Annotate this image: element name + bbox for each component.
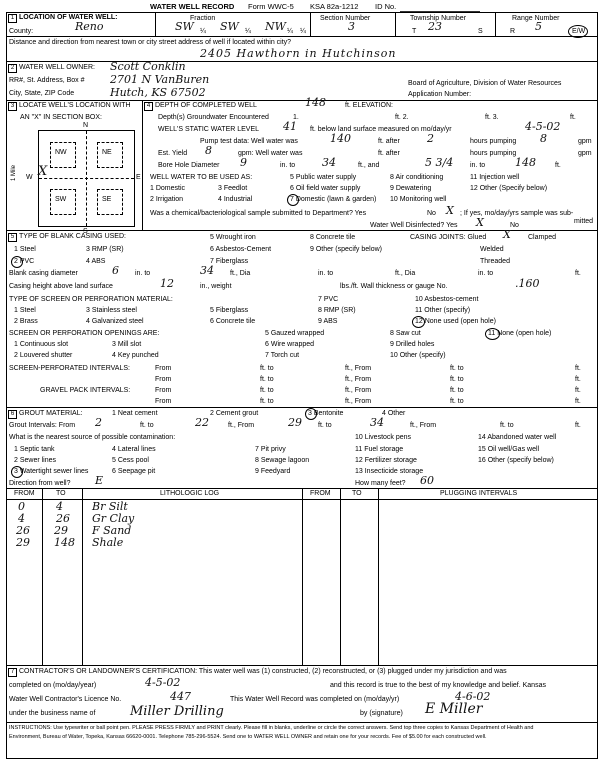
feet-value[interactable]: 60 (420, 474, 434, 487)
clamped-label[interactable]: Clamped (528, 234, 557, 241)
opening-3[interactable]: 3 Mill slot (112, 341, 142, 348)
section-2: 2 WATER WELL OWNER: (8, 64, 95, 73)
instructions-line-1: INSTRUCTIONS: Use typewriter or ball point pen. PLEASE PRESS FIRMLY and PRINT clearly. Please fill in blanks, underline or circle the correct answers. Send top three copies to Kansas Department of Health and (9, 725, 534, 731)
diam-in-to-3: in. to (478, 270, 494, 277)
contam-1[interactable]: 1 Septic tank (14, 446, 55, 453)
groundwater-label: Depth(s) Groundwater Encountered (158, 114, 269, 121)
opening-8[interactable]: 8 Saw cut (390, 330, 421, 337)
gravel-ft-to-3: ft. to (260, 398, 274, 405)
true-text: and this record is true to the best of my knowledge and belief. Kansas (330, 682, 546, 689)
gw-1: 1. (293, 114, 299, 121)
opening-2[interactable]: 2 Louvered shutter (14, 352, 73, 359)
contam-8[interactable]: 8 Sewage lagoon (255, 457, 310, 464)
screen-12-circle (412, 316, 425, 328)
pump-gpm[interactable]: 8 (540, 132, 547, 145)
section-3: 3 LOCATE WELL'S LOCATION WITH (8, 102, 131, 111)
grout-ft-from: ft., From (228, 422, 255, 429)
static-level-label: WELL'S STATIC WATER LEVEL (158, 126, 260, 133)
disinfected-x[interactable]: X (476, 216, 484, 229)
contam-11[interactable]: 11 Fuel storage (355, 446, 404, 453)
grout-2[interactable]: 2 Cement grout (210, 410, 259, 417)
log-desc[interactable]: Br Silt (92, 500, 128, 513)
distance-label: Distance and direction from nearest town or city street address of well if located within city? (9, 39, 292, 46)
gravel-from: From (155, 387, 172, 394)
gpm-label-2: gpm (578, 150, 592, 157)
fraction-1[interactable]: SW (175, 20, 194, 33)
est-yield-label: Est. Yield (158, 150, 188, 157)
diam-ft-dia-2: ft., Dia (395, 270, 416, 277)
range-label: Range Number (512, 15, 560, 22)
screen-2[interactable]: 2 Brass (14, 318, 38, 325)
use-6[interactable]: 6 Oil field water supply (290, 185, 361, 192)
log-header-to: TO (56, 490, 66, 497)
application-label: Application Number: (408, 91, 472, 98)
perf-from-2: From (155, 376, 172, 383)
owner-value[interactable]: Scott Conklin (110, 60, 186, 73)
threaded-label[interactable]: Threaded (480, 258, 510, 265)
address-label: RR#, St. Address, Box # (9, 77, 85, 84)
hours-pumping: hours pumping (470, 138, 517, 145)
use-5[interactable]: 5 Public water supply (290, 174, 357, 181)
opening-7[interactable]: 7 Torch cut (265, 352, 300, 359)
grout-3[interactable]: 3 Bentonite (308, 410, 344, 417)
bore-ft: ft. (555, 162, 561, 169)
contam-3[interactable]: 3 Watertight sewer lines (14, 468, 89, 475)
location-mark[interactable]: X (38, 164, 48, 179)
casing-2-circle (11, 256, 23, 268)
completed-label: completed on (mo/day/year) (9, 682, 97, 689)
log-to[interactable]: 26 (56, 512, 70, 525)
contam-2[interactable]: 2 Sewer lines (14, 457, 57, 464)
screen-3[interactable]: 3 Stainless steel (86, 307, 137, 314)
diam-label: Blank casing diameter (9, 270, 78, 277)
casing-4[interactable]: 4 ABS (86, 258, 106, 265)
est-yield-value[interactable]: 8 (205, 144, 212, 157)
county-value[interactable]: Reno (75, 20, 104, 33)
perf-ft-to-2: ft. to (450, 365, 464, 372)
section-7: 7 CONTRACTOR'S OR LANDOWNER'S CERTIFICATION: This water well was (1) constructed, (2) reconstructed, or (3) plugged under my jurisdiction and was (8, 668, 507, 677)
est-suffix: gpm: Well water was (238, 150, 303, 157)
contam-4[interactable]: 4 Lateral lines (112, 446, 156, 453)
board-label: Board of Agriculture, Division of Water Resources (408, 80, 562, 87)
township-s: S (478, 28, 483, 35)
use-12[interactable]: 12 Other (Specify below) (470, 185, 548, 192)
city-label: City, State, ZIP Code (9, 90, 75, 97)
license-label: Water Well Contractor's Licence No. (9, 696, 122, 703)
screen-label: TYPE OF SCREEN OR PERFORATION MATERIAL: (9, 296, 173, 303)
gauge-label: lbs./ft. Wall thickness or gauge No. (340, 283, 448, 290)
screen-1[interactable]: 1 Steel (14, 307, 36, 314)
ne-label: NE (102, 149, 112, 156)
direction-label: Direction from well? (9, 480, 71, 487)
casing-6[interactable]: 6 Asbestos-Cement (210, 246, 272, 253)
contam-10[interactable]: 10 Livestock pens (355, 434, 412, 441)
hours-pumping-2: hours pumping (470, 150, 517, 157)
ksa-reference: KSA 82a-1212 (310, 2, 359, 11)
contam-14[interactable]: 14 Abandoned water well (478, 434, 557, 441)
opening-5[interactable]: 5 Gauzed wrapped (265, 330, 325, 337)
county-label: County: (9, 28, 34, 35)
gravel-from-2: From (155, 398, 172, 405)
disinfected-no[interactable]: No (510, 222, 519, 229)
quarter-3: ¼ (287, 28, 293, 35)
grout-1[interactable]: 1 Neat cement (112, 410, 158, 417)
log-desc[interactable]: F Sand (92, 524, 132, 537)
address-value[interactable]: 2405 Hawthorn in Hutchinson (200, 47, 397, 60)
screen-6[interactable]: 6 Concrete tile (210, 318, 256, 325)
chem-no[interactable]: No (427, 210, 436, 217)
screen-7[interactable]: 7 PVC (318, 296, 339, 303)
bore-in-to-2: in. to (470, 162, 486, 169)
log-to[interactable]: 29 (54, 524, 68, 537)
gpm-label: gpm (578, 138, 592, 145)
static-date[interactable]: 4-5-02 (525, 120, 561, 133)
pump-label: Pump test data: Well water was (200, 138, 298, 145)
static-level-value[interactable]: 41 (283, 120, 297, 133)
range-ew[interactable]: E/W (572, 28, 586, 35)
contam-9[interactable]: 9 Feedyard (255, 468, 291, 475)
gauge-value[interactable]: .160 (515, 277, 540, 290)
contam-5[interactable]: 5 Cess pool (112, 457, 149, 464)
township-t: T (412, 28, 417, 35)
west-label: W (26, 174, 33, 181)
grout-to[interactable]: 22 (195, 416, 209, 429)
log-header-from: FROM (14, 490, 35, 497)
section-value[interactable]: 3 (348, 20, 355, 33)
perf-ft-2: ft. (575, 376, 581, 383)
east-label: E (136, 174, 141, 181)
screen-10[interactable]: 10 Asbestos-cement (415, 296, 479, 303)
grout-4[interactable]: 4 Other (382, 410, 406, 417)
gw-ft: ft. (570, 114, 576, 121)
depth-value[interactable]: 148 (305, 96, 326, 109)
use-10[interactable]: 10 Monitoring well (390, 196, 447, 203)
elevation-label: ft. ELEVATION: (345, 102, 393, 109)
log-header-plugging: PLUGGING INTERVALS (440, 490, 518, 497)
license-value[interactable]: 447 (170, 690, 191, 703)
chem-label: Was a chemical/bacteriological sample submitted to Department? Yes (150, 210, 367, 217)
use-1[interactable]: 1 Domestic (150, 185, 186, 192)
gravel-ft-from: ft., From (345, 387, 372, 394)
casing-3[interactable]: 3 RMP (SR) (86, 246, 124, 253)
perf-ft-to: ft. to (260, 365, 274, 372)
perf-ft: ft. (575, 365, 581, 372)
section-box[interactable] (38, 130, 135, 227)
contam-16[interactable]: 16 Other (specify below) (478, 457, 554, 464)
section-4: 4 DEPTH OF COMPLETED WELL (144, 102, 257, 111)
gravel-ft: ft. (575, 387, 581, 394)
diam-ft-dia: ft., Dia (230, 270, 251, 277)
log-from[interactable]: 26 (16, 524, 30, 537)
opening-4[interactable]: 4 Key punched (112, 352, 159, 359)
south-label: S (83, 228, 88, 235)
form-title: WATER WELL RECORD (150, 2, 235, 11)
grout-3-circle (305, 408, 317, 420)
contam-15[interactable]: 15 Oil well/Gas well (478, 446, 540, 453)
nw-label: NW (55, 149, 67, 156)
screen-5[interactable]: 5 Fiberglass (210, 307, 249, 314)
height-label: Casing height above land surface (9, 283, 113, 290)
grout-to-2[interactable]: 34 (370, 416, 384, 429)
contam-7[interactable]: 7 Pit privy (255, 446, 286, 453)
grout-ft-from-2: ft., From (410, 422, 437, 429)
use-11[interactable]: 11 Injection well (470, 174, 520, 181)
diam-value[interactable]: 6 (112, 264, 119, 277)
quarter-2: ¼ (245, 28, 251, 35)
gw-2: ft. 2. (395, 114, 409, 121)
bore-ft-and: ft., and (358, 162, 380, 169)
street-value[interactable]: 2701 N VanBuren (110, 73, 210, 86)
gravel-ft-to-4: ft. to (450, 398, 464, 405)
opening-10[interactable]: 10 Other (specify) (390, 352, 446, 359)
bore-value[interactable]: 9 (240, 156, 247, 169)
log-desc[interactable]: Gr Clay (92, 512, 135, 525)
chem-x[interactable]: X (446, 204, 454, 217)
section-6: 6 GROUT MATERIAL: (8, 410, 83, 419)
completed-value[interactable]: 4-5-02 (145, 676, 181, 689)
section-box-label: AN "X" IN SECTION BOX: (20, 114, 102, 121)
sw-label: SW (55, 196, 67, 203)
perf-label: SCREEN-PERFORATED INTERVALS: (9, 365, 130, 372)
business-label: under the business name of (9, 710, 96, 717)
se-label: SE (102, 196, 112, 203)
fraction-2[interactable]: SW (220, 20, 239, 33)
bore-in-to: in. to (280, 162, 296, 169)
screen-8[interactable]: 8 RMP (SR) (318, 307, 356, 314)
casing-8[interactable]: 8 Concrete tile (310, 234, 356, 241)
diam-ft: ft. (575, 270, 581, 277)
screen-11[interactable]: 11 Other (specify) (415, 307, 471, 314)
log-header-lithologic: LITHOLOGIC LOG (160, 490, 220, 497)
pump-hours[interactable]: 2 (427, 132, 434, 145)
quarter-4: ¼ (300, 28, 306, 35)
use-4[interactable]: 4 Industrial (218, 196, 253, 203)
bore-label: Bore Hole Diameter (158, 162, 220, 169)
chem-mitted: mitted (574, 218, 594, 225)
grout-ft: ft. (575, 422, 581, 429)
perf-ft-to-3: ft. to (260, 376, 274, 383)
after-label-2: ft. after (378, 150, 400, 157)
record-label: This Water Well Record was completed on (mo/day/yr) (230, 696, 400, 703)
screen-12[interactable]: 12 None used (open hole) (415, 318, 496, 325)
contam-3-circle (11, 466, 23, 478)
contam-12[interactable]: 12 Fertilizer storage (355, 457, 417, 464)
fraction-3[interactable]: NW (265, 20, 286, 33)
perf-ft-from: ft., From (345, 365, 372, 372)
grout-from[interactable]: 2 (95, 416, 102, 429)
log-header-to-2: TO (352, 490, 362, 497)
feet-label: How many feet? (355, 480, 406, 487)
disinfected-label: Water Well Disinfected? Yes (370, 222, 458, 229)
gravel-ft-from-2: ft., From (345, 398, 372, 405)
height-value[interactable]: 12 (160, 277, 174, 290)
use-8[interactable]: 8 Air conditioning (390, 174, 444, 181)
casing-9[interactable]: 9 Other (specify below) (310, 246, 382, 253)
casing-7[interactable]: 7 Fiberglass (210, 258, 249, 265)
grout-ft-to-2: ft. to (318, 422, 332, 429)
chem-suffix: ; If yes, mo/day/yrs sample was sub- (460, 210, 574, 217)
static-suffix: ft. below land surface measured on mo/day/yr (310, 126, 452, 133)
log-from[interactable]: 29 (16, 536, 30, 549)
gravel-ft-to: ft. to (260, 387, 274, 394)
glued-x[interactable]: X (503, 228, 511, 241)
grout-ft-to: ft. to (140, 422, 154, 429)
weight-label: in., weight (200, 283, 232, 290)
range-value[interactable]: 5 (535, 20, 542, 33)
north-label: N (83, 122, 89, 129)
log-header-from-2: FROM (310, 490, 331, 497)
opening-9[interactable]: 9 Drilled holes (390, 341, 435, 348)
opening-11[interactable]: 11 None (open hole) (488, 330, 552, 337)
quarter-1: ¼ (200, 28, 206, 35)
fraction-label: Fraction (190, 15, 216, 22)
log-from[interactable]: 4 (18, 512, 25, 525)
mile-label: 1 Mile (11, 164, 18, 182)
gravel-label: GRAVEL PACK INTERVALS: (40, 387, 131, 394)
opening-11-circle (485, 328, 500, 340)
bore-value-2[interactable]: 5 3/4 (425, 156, 454, 169)
casing-1[interactable]: 1 Steel (14, 246, 36, 253)
use-3[interactable]: 3 Feedlot (218, 185, 248, 192)
opening-6[interactable]: 6 Wire wrapped (265, 341, 315, 348)
log-from[interactable]: 0 (18, 500, 25, 513)
gravel-ft-2: ft. (575, 398, 581, 405)
after-label: ft. after (378, 138, 400, 145)
business-value[interactable]: Miller Drilling (130, 704, 224, 719)
diam-in-to: in. to (135, 270, 151, 277)
section-1: 1 LOCATION OF WATER WELL: (8, 14, 118, 23)
use-2[interactable]: 2 Irrigation (150, 196, 184, 203)
diam-in-to-2: in. to (318, 270, 334, 277)
township-label: Township Number (410, 15, 467, 22)
pump-ft[interactable]: 140 (330, 132, 351, 145)
log-desc[interactable]: Shale (92, 536, 124, 549)
bore-to-value-2[interactable]: 148 (515, 156, 536, 169)
casing-2[interactable]: 2 PVC (14, 258, 35, 265)
bore-to-value[interactable]: 34 (322, 156, 336, 169)
instructions-line-2: Environment, Bureau of Water, Topeka, Kansas 66620-0001. Telephone 785-296-5524. Send one to WATER WELL OWNER and retain one for your records. Fee of $5.00 for each constructed well. (9, 734, 487, 740)
section-5: 5 TYPE OF BLANK CASING USED: (8, 233, 126, 242)
casing-5[interactable]: 5 Wrought iron (210, 234, 256, 241)
perf-ft-to-4: ft. to (450, 376, 464, 383)
contamination-label: What is the nearest source of possible contamination: (9, 434, 176, 441)
log-to[interactable]: 4 (56, 500, 63, 513)
gw-3: ft. 3. (485, 114, 499, 121)
contam-6[interactable]: 6 Seepage pit (112, 468, 156, 475)
grout-intervals-label: Grout Intervals: From (9, 422, 76, 429)
signature-label: by (signature) (360, 710, 403, 717)
form-number: Form WWC-5 (248, 2, 294, 11)
perf-ft-from-2: ft., From (345, 376, 372, 383)
section-label: Section Number (320, 15, 371, 22)
use-9[interactable]: 9 Dewatering (390, 185, 432, 192)
use-7-circle (287, 194, 299, 206)
perf-from: From (155, 365, 172, 372)
gravel-ft-to-2: ft. to (450, 387, 464, 394)
use-label: WELL WATER TO BE USED AS: (150, 174, 253, 181)
range-r: R (510, 28, 516, 35)
township-value[interactable]: 23 (428, 20, 442, 33)
grout-ft-to-3: ft. to (500, 422, 514, 429)
direction-value[interactable]: E (95, 474, 104, 487)
welded-label[interactable]: Welded (480, 246, 504, 253)
record-date[interactable]: 4-6-02 (455, 690, 491, 703)
openings-label: SCREEN OR PERFORATION OPENINGS ARE: (9, 330, 160, 337)
id-label: ID No. (375, 2, 397, 11)
log-to[interactable]: 148 (54, 536, 75, 549)
use-7[interactable]: 7 Domestic (lawn & garden) (290, 196, 377, 203)
opening-1[interactable]: 1 Continuous slot (14, 341, 69, 348)
screen-9[interactable]: 9 ABS (318, 318, 338, 325)
city-value[interactable]: Hutch, KS 67502 (110, 86, 206, 99)
contam-13[interactable]: 13 Insecticide storage (355, 468, 424, 475)
diam-to-value[interactable]: 34 (200, 264, 214, 277)
grout-from-2[interactable]: 29 (288, 416, 302, 429)
screen-4[interactable]: 4 Galvanized steel (86, 318, 144, 325)
signature[interactable]: E Miller (425, 701, 483, 717)
joints-label: CASING JOINTS: Glued (410, 234, 487, 241)
